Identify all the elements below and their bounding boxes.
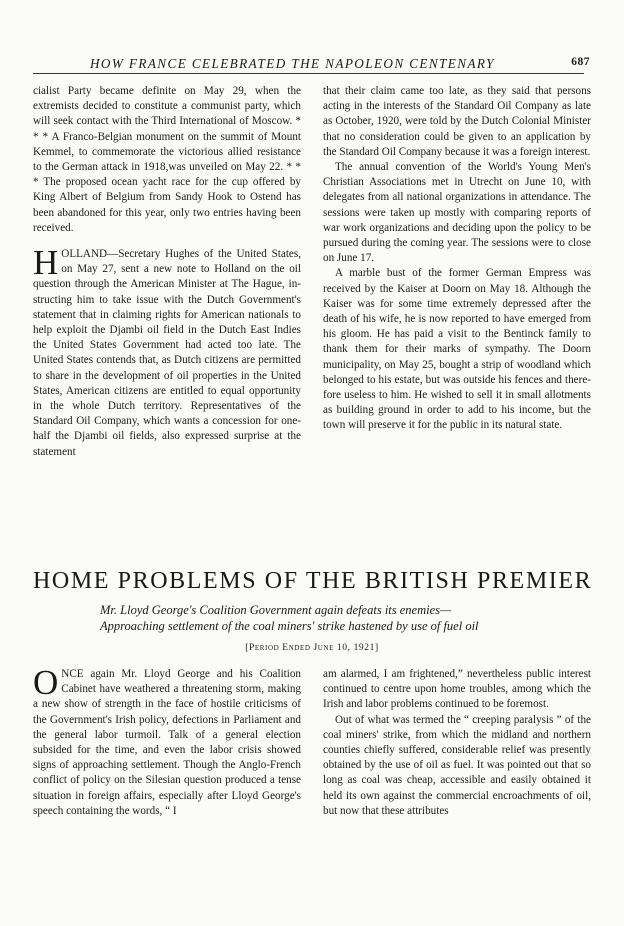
- upper-left-column: [33, 84, 301, 460]
- article-left-column: [33, 663, 301, 819]
- article-right-column: [323, 667, 591, 819]
- page-number: 687: [571, 56, 590, 68]
- lloyd-george-text: NCE again Mr. Lloyd George and his Coalition Cabinet have weathered a threatening storm, making a new show of strength in the face of hostile criticisms of the Government's Irish policy, defections in Parliament and the general labor turmoil. Talk of a general election subsided for the time, and even the labor crisis showed signs of approaching settlement. Though the Anglo-French conflict of policy on the Silesian question produced a tense situation in foreign affairs, especially after Lloyd George's speech containing the words, “ I: [33, 668, 301, 817]
- paragraph-standard-oil: that their claim came too late, as they said that persons acting in the interests of the Standard Oil Company as late as October, 1920, were told by the Dutch Colonial Minister that no consideration could be given to an application by the Standard Oil Company because it was a foreign interest.: [323, 85, 591, 158]
- running-head: [90, 56, 590, 72]
- article-subtitle: [100, 602, 530, 634]
- paragraph-kaiser: A marble bust of the former German Empress was received by the Kaiser at Doorn on May 18. Although the Kaiser was for some time extremely depressed after the death of his wife, he is now reported to have emerged from his gloom. He has paid a visit to the Bentinck family to thank them for their marks of sympathy. The Doorn municipality, on May 25, bought a strip of woodland which belonged to his estate, but was outside his fences and therefore useless to him. He wished to sell it in small allotments as building ground in order to add to his income, but the town will preserve it for the public in its natural state.: [323, 267, 591, 432]
- running-title: HOW FRANCE CELEBRATED THE NAPOLEON CENTENARY: [90, 56, 495, 71]
- subtitle-line-2: Approaching settlement of the coal miners' strike hastened by use of fuel oil: [100, 619, 479, 633]
- paragraph-holland: [33, 243, 301, 460]
- paragraph-france-notes: cialist Party became definite on May 29, when the extremists decided to constitute a communist party, which will seek contact with the Third International of Moscow. * * * A Franco-Belgian monument on the summit of Mount Kemmel, to commemorate the victorious allied resistance to the German attack in 1918,was unveiled on May 22. * * * The proposed ocean yacht race for the cup offered by King Albert of Belgium from Sandy Hook to Ostend has been abandoned for this year, only two entries having been received.: [33, 85, 301, 234]
- paragraph-public-interest: am alarmed, I am frightened,” nevertheless public interest continued to centre upon home troubles, among which the Irish and labor problems continued to be foremost.: [323, 668, 591, 711]
- header-rule: [33, 73, 584, 74]
- paragraph-lloyd-george: [33, 663, 301, 819]
- holland-text: OLLAND—Secretary Hughes of the United States, on May 27, sent a new note to Holland on the oil question through the American Minister at The Hague, instructing him to take issue with the Dutch Government's statement that in claiming rights for American nationals to help exploit the Djambi oil field in the Dutch East Indies the United States Government had acted too late. The United States contends that, as Dutch citizens are permitted to share in the development of oil properties in the United States, American citizens are entitled to equal opportunity in the whole Dutch territory. Representatives of the Standard Oil Company, which wants a concession for one-half the Djambi oil fields, also expressed surprise at the statement: [33, 248, 301, 458]
- subtitle-line-1: Mr. Lloyd George's Coalition Government again defeats its enemies—: [100, 603, 452, 617]
- article-title: HOME PROBLEMS OF THE BRITISH PREMIER: [33, 568, 593, 594]
- paragraph-coal-strike: Out of what was termed the “ creeping paralysis ” of the coal miners' strike, from which the midland and northern counties chiefly suffered, considerable relief was presently obtained by the use of oil as fuel. It was pointed out that so long as coal was cheap, accessible and easily obtained it held its own against the commercial encroachments of oil, but now that these attributes: [323, 713, 591, 817]
- upper-right-column: [323, 84, 591, 434]
- dropcap-o: O: [33, 663, 59, 702]
- dropcap-h: H: [33, 243, 59, 283]
- paragraph-ymca: The annual convention of the World's Young Men's Christian Associations met in Utrecht on June 10, with delegates from all national organizations in attendance. The sessions were taken up mostly with comparing reports of war work organizations and deciding upon the policy to be pursued during the coming year. The sessions were to close on June 17.: [323, 161, 591, 265]
- dateline: [Period Ended June 10, 1921]: [245, 643, 379, 653]
